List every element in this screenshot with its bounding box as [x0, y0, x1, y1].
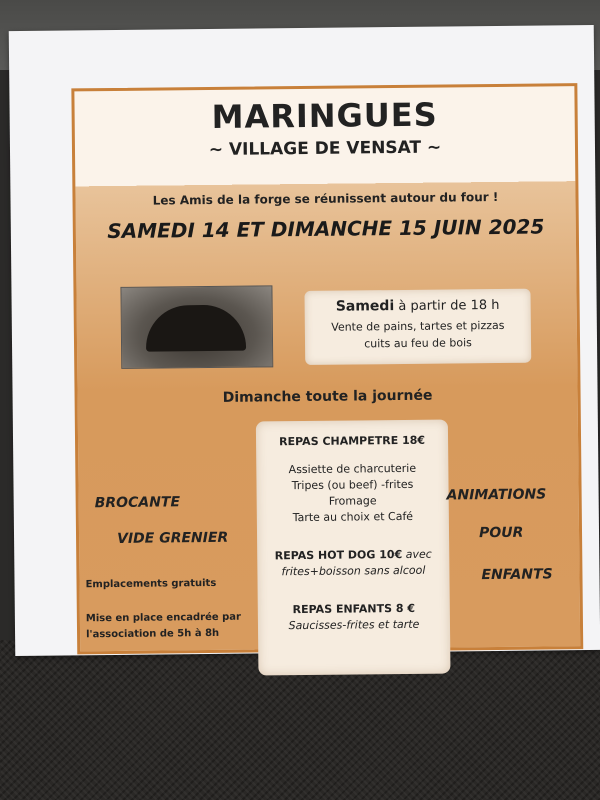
enfants-label: ENFANTS — [481, 566, 553, 584]
saturday-heading — [305, 297, 531, 315]
menu-item: Assiette de charcuterie — [288, 461, 417, 477]
menu-item: Tripes (ou beef) -frites — [291, 477, 414, 493]
poster-subtitle: ~ VILLAGE DE VENSAT ~ — [208, 137, 442, 160]
menu-hotdog-desc-1: avec — [405, 547, 432, 561]
event-dates: SAMEDI 14 ET DIMANCHE 15 JUIN 2025 — [107, 214, 545, 244]
menu-scroll — [256, 420, 451, 676]
poster-title: MARINGUES — [211, 95, 438, 136]
menu-enfants-desc: Saucisses-frites et tarte — [288, 617, 420, 633]
brocante-label: BROCANTE — [94, 494, 181, 512]
menu-hotdog-desc-2: frites+boisson sans alcool — [281, 563, 426, 579]
menu-item: Fromage — [328, 494, 377, 508]
saturday-scroll — [304, 289, 531, 365]
mise-en-place-line-2: l'association de 5h à 8h — [86, 627, 220, 641]
event-poster — [71, 83, 583, 654]
pour-label: POUR — [478, 524, 524, 542]
menu-enfants-title: REPAS ENFANTS 8 € — [292, 601, 416, 617]
saturday-time: à partir de 18 h — [398, 297, 500, 315]
oven-photo — [120, 285, 273, 369]
oven-mouth — [146, 305, 246, 352]
vide-grenier-label: VIDE GRENIER — [116, 529, 229, 547]
saturday-day: Samedi — [335, 298, 395, 315]
saturday-line-2: cuits au feu de bois — [364, 336, 472, 351]
animations-label: ANIMATIONS — [446, 486, 547, 504]
emplacements-note: Emplacements gratuits — [85, 577, 217, 591]
sunday-heading: Dimanche toute la journée — [222, 387, 433, 406]
menu-hotdog-line — [257, 547, 449, 562]
poster-tagline: Les Amis de la forge se réunissent autour du four ! — [152, 189, 499, 208]
saturday-line-1: Vente de pains, tartes et pizzas — [331, 318, 505, 334]
menu-item: Tarte au choix et Café — [292, 509, 414, 525]
paper-sheet — [9, 25, 600, 656]
mise-en-place-line-1: Mise en place encadrée par — [85, 611, 242, 625]
menu-champetre-title: REPAS CHAMPETRE 18€ — [279, 433, 426, 449]
menu-hotdog-title: REPAS HOT DOG 10€ — [274, 547, 403, 563]
